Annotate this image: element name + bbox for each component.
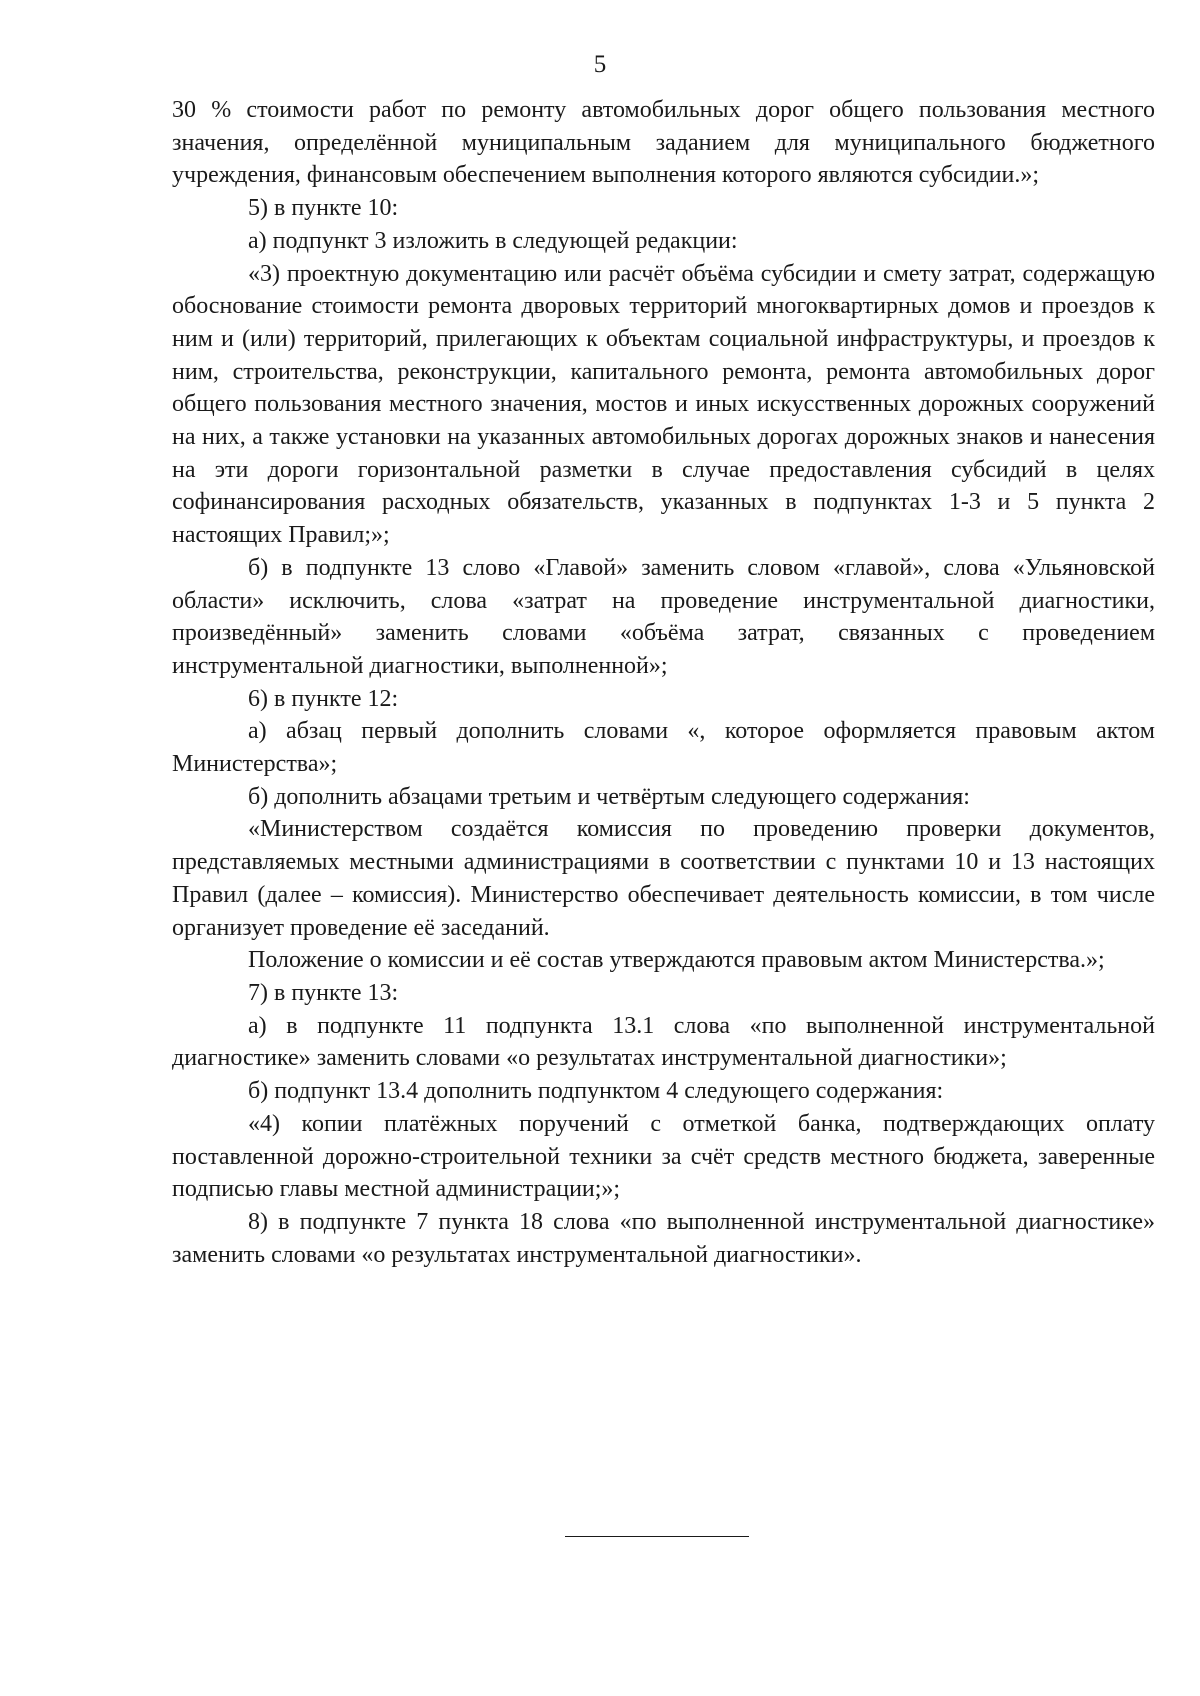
paragraph-item-5b: б) в подпункте 13 слово «Главой» заменить словом «главой», слова «Ульяновской области» исключить, слова «затрат на проведение инструментальной диагностики, произведённый» заменить словами «объёма затрат, связанных с проведением инструментальной диагностики, выполненной»; [172,554,1155,679]
paragraph-quote-commission: «Министерством создаётся комиссия по проведению проверки документов, представляемых местными администрациями в соответствии с пунктами 10 и 13 настоящих Правил (далее – комиссия). Министерство обеспечивает деятельность комиссии, в том числе организует проведение её заседаний. [172,816,1155,941]
paragraph-item-7: 7) в пункте 13: [248,979,399,1006]
paragraph-quote-3: «3) проектную документацию или расчёт объёма субсидии и смету затрат, содержащую обоснование стоимости ремонта дворовых территорий многоквартирных домов и проездов к ним и (или) территорий, прилегающих к объектам социальной инфраструктуры, и проездов к ним, строительства, реконструкции, капитального ремонта, ремонта автомобильных дорог общего пользования местного значения, мостов и иных искусственных дорожных сооружений на них, а также установки на указанных автомобильных дорогах дорожных знаков и нанесения на эти дороги горизонтальной разметки в случае предоставления субсидий в целях софинансирования расходных обязательств, указанных в подпунктах 1-3 и 5 пункта 2 настоящих Правил;»; [172,260,1155,549]
paragraph-item-8: 8) в подпункте 7 пункта 18 слова «по выполненной инструментальной диагностике» заменить словами «о результатах инструментальной диагностики». [172,1208,1155,1268]
paragraph-commission-regulation: Положение о комиссии и её состав утверждаются правовым актом Министерства.»; [248,947,1105,974]
paragraph-item-6: 6) в пункте 12: [248,685,399,712]
closing-rule [565,1536,749,1537]
paragraph-item-5: 5) в пункте 10: [248,195,399,222]
paragraph-item-6a: а) абзац первый дополнить словами «, которое оформляется правовым актом Министерства»; [172,718,1155,778]
paragraph-item-6b: б) дополнить абзацами третьим и четвёртым следующего содержания: [248,783,970,810]
page-number: 5 [593,51,607,78]
paragraph-continuation: 30 % стоимости работ по ремонту автомобильных дорог общего пользования местного значения, определённой муниципальным заданием для муниципального бюджетного учреждения, финансовым обеспечением выполнения которого являются субсидии.»; [172,97,1155,189]
paragraph-item-5a: а) подпункт 3 изложить в следующей редакции: [248,227,738,254]
paragraph-item-7a: а) в подпункте 11 подпункта 13.1 слова «по выполненной инструментальной диагностике» заменить словами «о результатах инструментальной диагностики»; [172,1012,1155,1072]
paragraph-item-7b: б) подпункт 13.4 дополнить подпунктом 4 следующего содержания: [248,1078,944,1105]
paragraph-quote-4: «4) копии платёжных поручений с отметкой банка, подтверждающих оплату поставленной дорожно-строительной техники за счёт средств местного бюджета, заверенные подписью главы местной администрации;»; [172,1110,1155,1203]
document-body [172,94,1155,1271]
